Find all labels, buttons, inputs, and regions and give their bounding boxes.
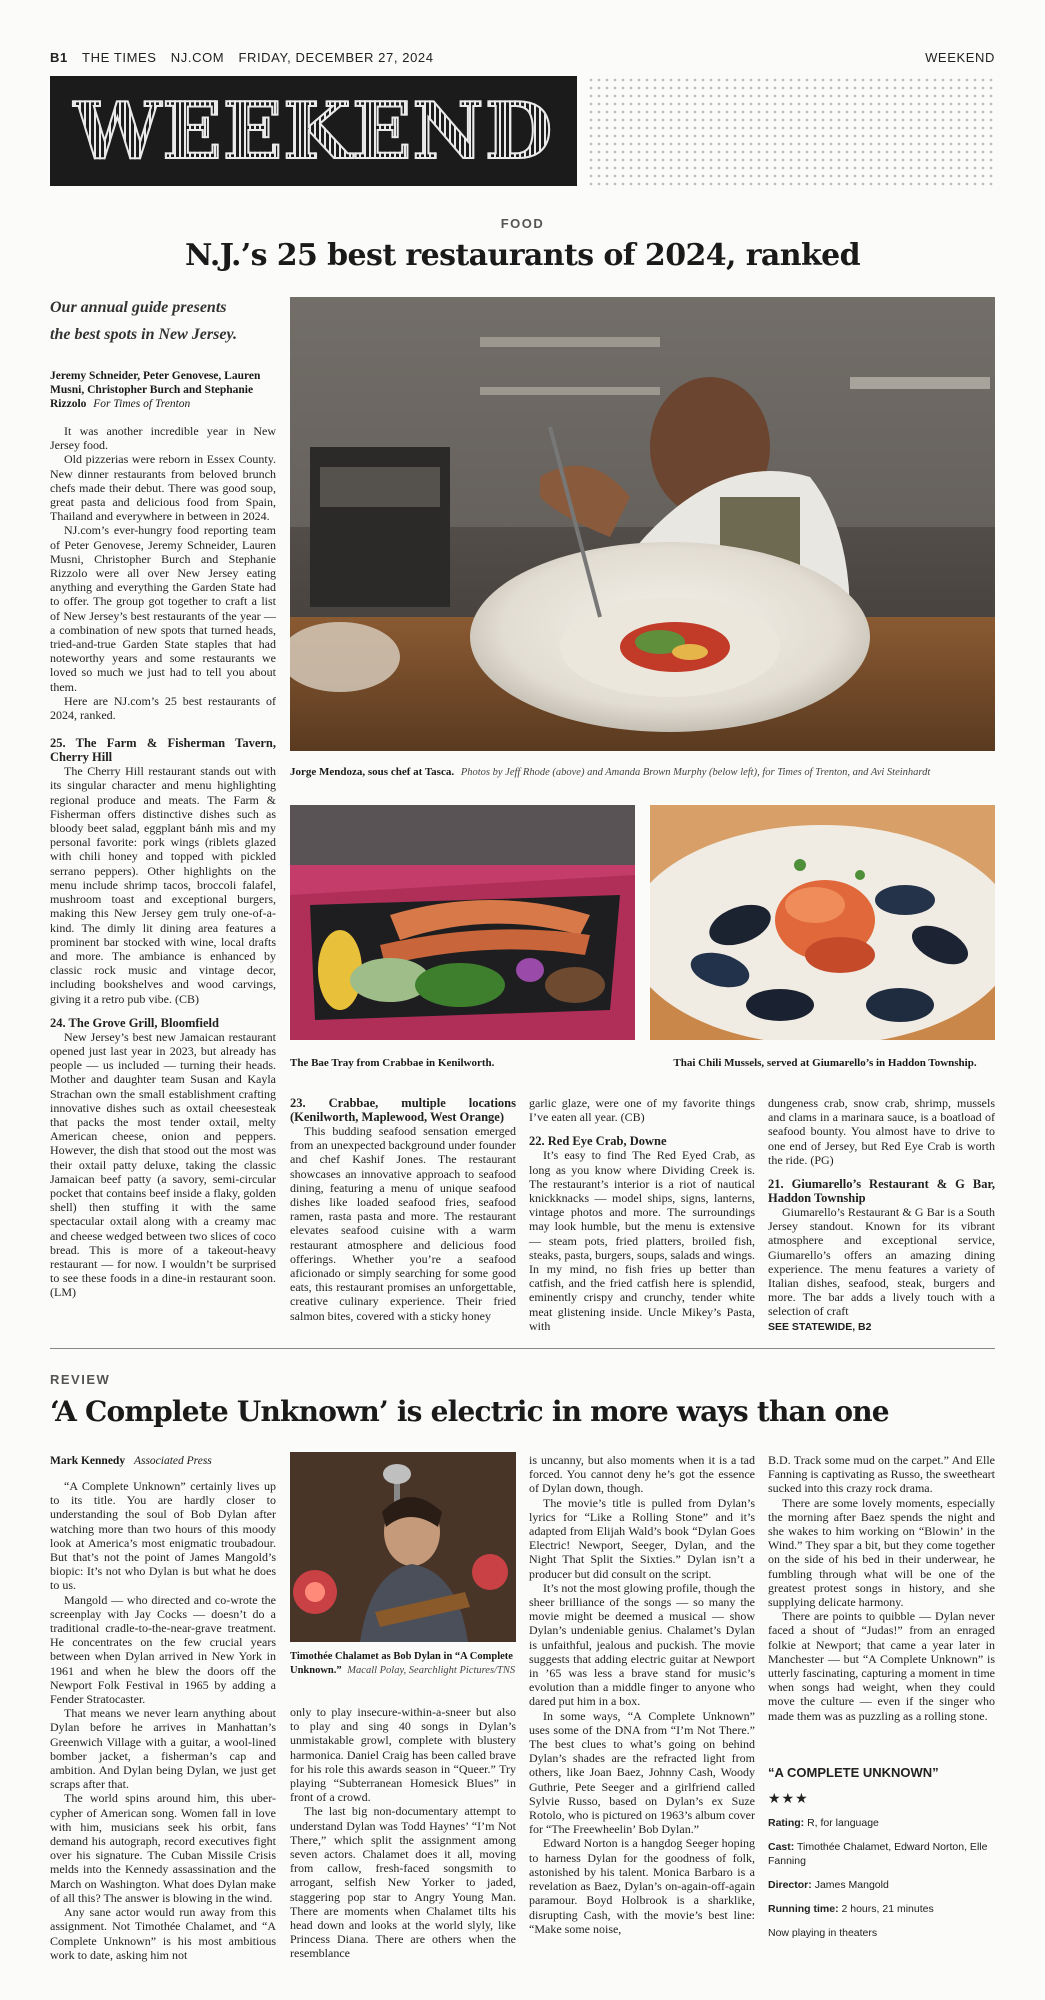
now-playing: Now playing in theaters [768,1927,878,1939]
chalamet-photo [290,1452,516,1642]
crab-tray-photo [290,805,635,1040]
review-paragraph: The last big non-documentary attempt to understand Dylan was Todd Haynes’ “I’m Not There,” which split the assignment among seven actors. Chalamet does it all, moving from callow, fresh-faced songsmith to arrogant, selfish New Yorker to jaded, staggering pop star to Angry Young Man. There are moments when Chalamet tilts his head down and looks at the world slyly, like Princess Diana. There are others when the resemblance [290,1804,516,1961]
review-paragraph: The movie’s title is pulled from Dylan’s lyrics for “Like a Rolling Stone” and it’s adapted from Elijah Wald’s book “Dylan Goes Electric! Newport, Seeger, Dylan, and the Night That Split the Sixties.” Dylan isn’t a producer but did consult on the script. [529,1495,755,1581]
intro-paragraph: Old pizzerias were reborn in Essex County. New dinner restaurants from beloved brunch chefs made their debut. There was good soup, great pasta and delicious food from Spain, Thailand and everywhere in between in 2024. [50,452,276,524]
restaurant-22-title: 22. Red Eye Crab, Downe [529,1134,667,1149]
food-headline: N.J.’s 25 best restaurants of 2024, ranked [184,238,861,273]
rating-value: R, for language [807,1817,879,1829]
restaurant-25-title: 25. The Farm & Fisherman Tavern, Cherry Hill [50,736,276,765]
review-paragraph: There are points to quibble — Dylan never faced a shout of “Judas!” from an enraged folkie at Newport; that came a year later in Manchester — but “A Complete Unknown” is utterly fascinating, capturing a moment in time when songs had weight, when they could move the culture — even if the singer who made them was as puzzling as a rolling stone. [768,1609,995,1723]
cast-value: Timothée Chalamet, Edward Norton, Elle Fanning [768,1841,988,1867]
restaurant-24-title: 24. The Grove Grill, Bloomfield [50,1015,219,1030]
review-column-2 [290,1705,516,1961]
mussels-photo [650,805,995,1040]
review-column-3 [529,1453,755,1936]
chalamet-caption-text: Timothée Chalamet as Bob Dylan in “A Complete Unknown.” [290,1651,513,1676]
food-kicker: FOOD [500,216,545,231]
runtime-line [768,1902,995,1916]
rating-label: Rating: [768,1817,805,1829]
director-line [768,1878,995,1892]
review-column-4 [768,1453,995,1723]
intro-paragraph: NJ.com’s ever-hungry food reporting team of Peter Genovese, Jeremy Schneider, Lauren Musni, Christopher Burch and Stephanie Rizzolo were all over New Jersey eating anything and everything the Garden State had to offer. The group got together to craft a list of New Jersey’s best restaurants of the year — a combination of new spots that turned heads, tried-and-true Garden State staples that had noteworthy years and some restaurants we loved so much we just had to tell you about them. [50,523,276,694]
cast-label: Cast: [768,1841,795,1853]
intro-paragraph: It was another incredible year in New Jersey food. [50,424,276,453]
restaurant-24-text: New Jersey’s best new Jamaican restaurant opened just last year in 2023, but already has people — us included — turning their heads. Mother and daughter team Susan and Kayla Strachan own the small establishment crafting innovative dishes such as oxtail cheesesteak that packs the most tender oxtail, melty American cheese, onion and peppers. However, the dish that stood out the most was their oxtail patty deluxe, taking the classic Jamaican beef patty (a savory, semi-circular pocket that contains beef inside a flaky, golden shell) then stuffing it with the same spectacular oxtail along with a creamy mac and cheese wedged between two slices of coco bread. This is more of a takeout-heavy restaurant — for now. I wouldn’t be surprised to see these foods in a dine-in restaurant soon. (LM) [50,1029,276,1300]
restaurant-23-continued: garlic glaze, were one of my favorite things I’ve eaten all year. (CB) [529,1096,755,1125]
review-column-1 [50,1479,276,1962]
cast-line [768,1840,995,1868]
director-label: Director: [768,1879,812,1891]
review-paragraph: B.D. Track some mud on the carpet.” And Elle Fanning is captivating as Russo, the sweetheart sucked into this crazy rock drama. [768,1453,995,1496]
restaurant-21-text: Giumarello’s Restaurant & G Bar is a South Jersey standout. Known for its vibrant atmosphere and exceptional service, Giumarello’s offers an amazing dining experience. The menu features a variety of Italian dishes, seafood, steak, burgers and more. The bar adds a lively touch with a selection of craft [768,1205,995,1319]
food-column-4 [768,1096,995,1334]
food-byline-org: For Times of Trenton [93,398,191,410]
review-byline-name: Mark Kennedy [50,1455,126,1467]
food-left-column [50,424,276,1300]
paper-name: THE TIMES [82,50,157,65]
chef-caption-credit: Photos by Jeff Rhode (above) and Amanda Brown Murphy (below left), for Times of Trenton, and Avi Steinhardt [460,767,931,778]
section-label: WEEKEND [925,50,995,65]
restaurant-22-text: It’s easy to find The Red Eyed Crab, as long as you know where Dividing Creek is. The restaurant’s interior is a riot of nautical knickknacks — model ships, signs, lanterns, vintage photos and more. The surroundings may look humble, but the menu is extensive — steam pots, fried platters, broiled fish, steaks, pasta, burgers, soups, salads and wings. In my mind, no fish fries up better than catfish, and the fried catfish here is splendid, eminently crispy and crunchy, tender white meat glistening inside. Uncle Mikey’s Pasta, with [529,1148,755,1333]
restaurant-22-continued: dungeness crab, snow crab, shrimp, mussels and clams in a marinara sauce, is a boatload of seafood bounty. You almost have to drive to one end of Jersey, but Red Eye Crab is worth the ride. (PG) [768,1096,995,1167]
review-paragraph: “A Complete Unknown” certainly lives up to its title. You are hardly closer to understanding the soul of Bob Dylan after watching more than two hours of this moody look at America’s most enigmatic troubadour. But that’s not the point of James Mangold’s biopic: It’s not who Dylan is but what he does to us. [50,1479,276,1593]
food-column-2 [290,1096,516,1323]
review-byline [50,1455,212,1467]
movie-title: “A COMPLETE UNKNOWN” [768,1765,939,1780]
chalamet-photo-caption [290,1650,516,1677]
restaurant-25-text: The Cherry Hill restaurant stands out with its singular character and menu highlighting regional produce and meats. The Farm & Fisherman offers distinctive dishes such as bloody beet salad, eggplant bánh mìs and my personal favorite: pork wings (riblets glazed with chili honey and topped with pickled serrano peppers). Other highlights on the menu include shrimp tacos, broccoli falafel, mushroom toast and exceptional burgers, making this New Jersey gem truly one-of-a-kind. The dimly lit dining area features a prominent bar stocked with wine, local drafts and more. The ambiance is enhanced by classic rock music and vintage decor, including bookshelves and wood carvings, giving it a retro pub vibe. (CB) [50,764,276,1006]
rating-line [768,1816,995,1830]
review-paragraph: In some ways, “A Complete Unknown” uses some of the DNA from “I’m Not There.” The best clues to what’s going on behind Dylan’s shades are the refracted light from others, like Joan Baez, Johnny Cash, Woody Guthrie, Pete Seeger and a girlfriend called Sylvie Russo, based on Dylan’s ex Suze Rotolo, who is pictured on 1963’s album cover for “The Freewheelin’ Bob Dylan.” [529,1708,755,1837]
review-byline-org: Associated Press [133,1455,212,1467]
review-paragraph: That means we never learn anything about Dylan before he arrives in Manhattan’s Greenwich Village with a guitar, a wool-lined bomber jacket, a fisherman’s cap and ambition. And Dylan being Dylan, we just get scraps after that. [50,1706,276,1792]
food-byline-names: Jeremy Schneider, Peter Genovese, Lauren Musni, Christopher Burch and Stephanie Rizzolo [50,370,261,410]
restaurant-21-title: 21. Giumarello’s Restaurant & G Bar, Haddon Township [768,1177,995,1206]
review-kicker: REVIEW [50,1372,111,1387]
director-value: James Mangold [814,1879,889,1891]
chalamet-caption-credit: Macall Polay, Searchlight Pictures/TNS [347,1664,516,1676]
jump-line[interactable]: SEE STATEWIDE, B2 [768,1320,872,1333]
crab-tray-caption: The Bae Tray from Crabbae in Kenilworth. [290,1057,495,1069]
review-paragraph: only to play insecure-within-a-sneer but also to play and sing 40 songs in Dylan’s unmistakable growl, complete with blustery harmonica. Daniel Craig has been called brave for his role this awards season in “Queer.” Try playing “Subterranean Homesick Blues” in front of a crowd. [290,1705,516,1805]
issue-date: FRIDAY, DECEMBER 27, 2024 [238,50,434,65]
review-paragraph: Mangold — who directed and co-wrote the screenplay with Jay Cocks — doesn’t do a traditional cradle-to-the-near-grave treatment. He concentrates on the few crucial years between when Dylan arrived in New York in 1961 and when he blew the doors off the Newport Folk Festival in 1965 by adding a Fender Stratocaster. [50,1592,276,1707]
review-paragraph: There are some lovely moments, especially the morning after Baez spends the night and she wakes to him working on “Blowin’ in the Wind.” They spar a bit, but they come together on the side of his bed in their underwear, he fumbling through what will be one of the greatest protest songs in history, and she supplying delicate harmony. [768,1495,995,1610]
review-headline: ‘A Complete Unknown’ is electric in more ways than one [50,1395,889,1428]
star-rating: ★★★ [768,1790,809,1806]
page-number: B1 [50,50,68,65]
movie-info-box [768,1766,995,1940]
restaurant-23-text: This budding seafood sensation emerged from an unexpected background under founder and chef Kashif Jones. The restaurant showcases an innovative approach to seafood dining, featuring a menu of unique seafood dishes like loaded seafood fries, seafood ramen, rasta pasta and more. The restaurant elevates seafood cuisine with a warm restaurant atmosphere and delicious food offerings. Whether you’re a seafood aficionado or simply searching for some good eats, this restaurant promises an unforgettable, creative culinary experience. Their fried salmon bites, covered with a sticky honey [290,1124,516,1323]
restaurant-23-title: 23. Crabbae, multiple locations (Kenilworth, Maplewood, West Orange) [290,1096,516,1124]
site-name: NJ.COM [170,50,225,65]
section-divider [50,1348,995,1349]
weekend-banner [50,76,577,186]
review-paragraph: The world spins around him, this uber-cypher of American song. Women fall in love with him, musicians seek his orbit, fans demand his autograph, record executives fight over his signature. The Cuban Missile Crisis melds into the Kennedy assassination and the March on Washington. What does Dylan make of all this? The answer is blowing in the wind. [50,1791,276,1905]
runtime-label: Running time: [768,1903,839,1915]
intro-paragraph: Here are NJ.com’s 25 best restaurants of 2024, ranked. [50,693,276,723]
folio-line [50,50,995,66]
chef-caption-text: Jorge Mendoza, sous chef at Tasca. [290,766,455,778]
mussels-caption: Thai Chili Mussels, served at Giumarello’s in Haddon Township. [673,1057,977,1069]
chef-photo [290,297,995,751]
food-column-3 [529,1096,755,1333]
review-paragraph: Any sane actor would run away from this assignment. Not Timothée Chalamet, and “A Complete Unknown” is his most ambitious work to date, asking him not [50,1905,276,1962]
review-paragraph: is uncanny, but also moments when it is a tad forced. You cannot deny he’s got the essence of Dylan down, though. [529,1453,755,1496]
banner-text: WEEKEND [73,85,554,177]
chef-photo-caption [290,765,1000,780]
runtime-value: 2 hours, 21 minutes [841,1903,934,1915]
review-paragraph: Edward Norton is a hangdog Seeger hoping to harness Dylan for the goodness of folk, astonished by his talent. Monica Barbaro is a revelation as Baez, Dylan’s on-again-off-again paramour. Boyd Holbrook is a sharklike, disrupting Cash, with the movie’s best line: “Make some noise, [529,1836,755,1936]
review-paragraph: It’s not the most glowing profile, though the sheer brilliance of the songs — so many the movie might be deemed a musical — show Dylan’s undeniable genius. Chalamet’s Dylan is unfaithful, jealous and puckish. The movie suggests that adding electric guitar at Newport in ’65 was less a brave stand for music’s evolution than a middle finger to anyone who dared put him in a box. [529,1580,755,1709]
food-byline [50,369,275,411]
food-deck: Our annual guide presents the best spots in New Jersey. [50,299,237,343]
banner-dot-pattern [587,76,995,186]
